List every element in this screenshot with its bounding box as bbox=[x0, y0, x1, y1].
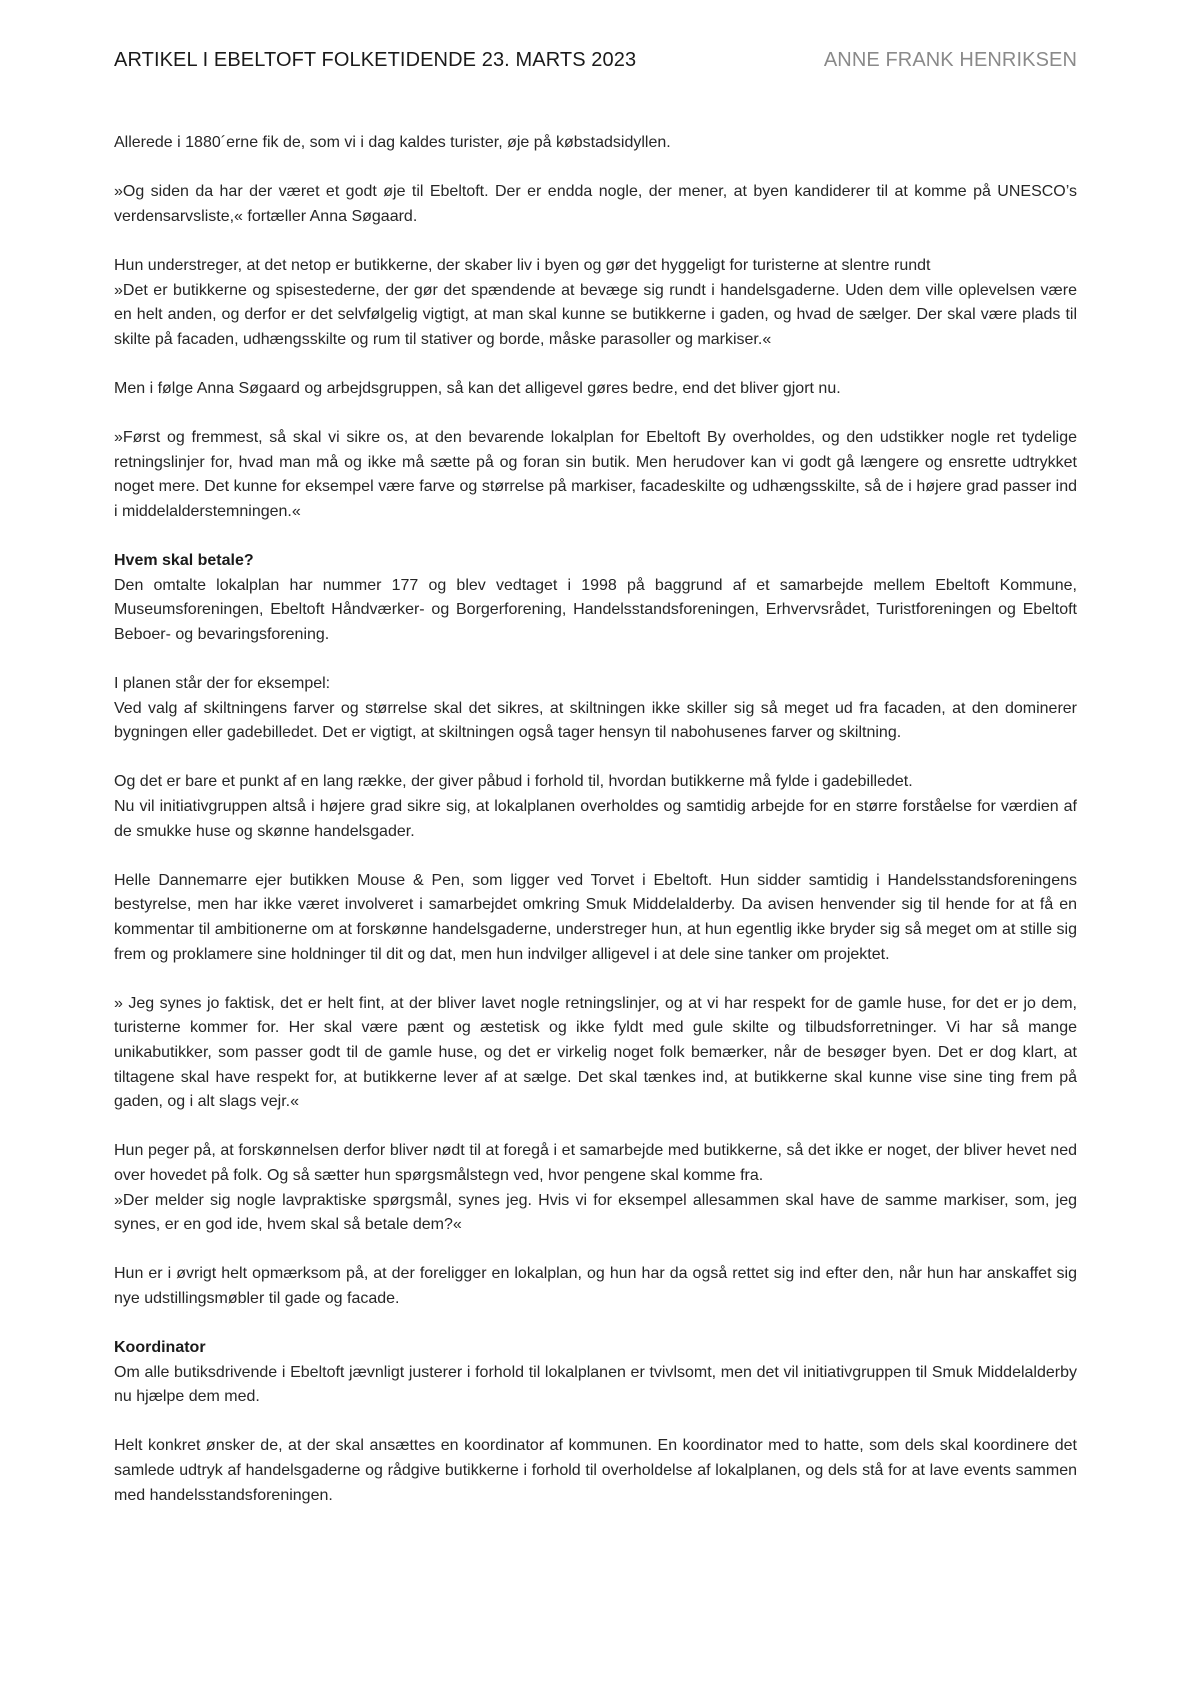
paragraph: Om alle butiksdrivende i Ebeltoft jævnligt justerer i forhold til lokalplanen er tvivlsomt, men det vil initiativgruppen til Smuk Middelalderby nu hjælpe dem med. bbox=[114, 1363, 1077, 1406]
paragraph: Helt konkret ønsker de, at der skal ansættes en koordinator af kommunen. En koordinator med to hatte, som dels skal koordinere det samlede udtryk af handelsgaderne og rådgive butikkerne i forhold til overholdelse af lokalplanen, og dels stå for at lave events sammen med handelsstandsforeningen. bbox=[114, 1437, 1077, 1504]
paragraph: Allerede i 1880´erne fik de, som vi i dag kaldes turister, øje på købstadsidyllen. bbox=[114, 134, 671, 151]
paragraph: »Det er butikkerne og spisestederne, der gør det spændende at bevæge sig rundt i handelsgaderne. Uden dem ville oplevelsen være en helt anden, og derfor er det selvfølgelig vigtigt, at man skal kunne se butikkerne i gaden, og hvad de sælger. Der skal være plads til skilte på facaden, udhængsskilte og rum til stativer og borde, måske parasoller og markiser.« bbox=[114, 281, 1077, 348]
page-header bbox=[114, 49, 1077, 72]
paragraph: Den omtalte lokalplan har nummer 177 og blev vedtaget i 1998 på baggrund af et samarbejde mellem Ebeltoft Kommune, Museumsforeningen, Ebeltoft Håndværker- og Borgerforening, Handelsstandsforeningen, Erhvervsrådet, Turistforeningen og Ebeltoft Beboer- og bevaringsforening. bbox=[114, 576, 1077, 643]
paragraph: I planen står der for eksempel: bbox=[114, 675, 331, 693]
paragraph: »Der melder sig nogle lavpraktiske spørgsmål, synes jeg. Hvis vi for eksempel allesammen skal have de samme markiser, som, jeg synes, er en god ide, hvem skal så betale dem?« bbox=[114, 1191, 1077, 1234]
article-body bbox=[114, 131, 1077, 1533]
paragraph: Men i følge Anna Søgaard og arbejdsgruppen, så kan det alligevel gøres bedre, end det bliver gjort nu. bbox=[114, 379, 841, 397]
header-author: ANNE FRANK HENRIKSEN bbox=[823, 49, 1077, 71]
section-heading: Koordinator bbox=[114, 1339, 206, 1357]
paragraph: Nu vil initiativgruppen altså i højere grad sikre sig, at lokalplanen overholdes og samtidig arbejde for en større forståelse for værdien af de smukke huse og skønne handelsgader. bbox=[114, 798, 1077, 840]
header-title: ARTIKEL I EBELTOFT FOLKETIDENDE 23. MARTS 2023 bbox=[114, 49, 637, 71]
paragraph: Hun er i øvrigt helt opmærksom på, at der foreligger en lokalplan, og hun har da også rettet sig ind efter den, når hun har anskaffet sig nye udstillingsmøbler til gade og facade. bbox=[114, 1265, 1077, 1307]
paragraph: Og det er bare et punkt af en lang række, der giver påbud i forhold til, hvordan butikkerne må fylde i gadebilledet. bbox=[114, 773, 913, 791]
paragraph: »Først og fremmest, så skal vi sikre os, at den bevarende lokalplan for Ebeltoft By overholdes, og den udstikker nogle ret tydelige retningslinjer for, hvad man må og ikke må sætte på og foran sin butik. Men herudover kan vi godt gå længere og ensrette udtrykket noget mere. Det kunne for eksempel være farve og størrelse på markiser, facadeskilte og udhængsskilte, så de i højere grad passer ind i middelalderstemningen.« bbox=[114, 429, 1077, 520]
section-heading: Hvem skal betale? bbox=[114, 552, 254, 570]
paragraph: Helle Dannemarre ejer butikken Mouse & Pen, som ligger ved Torvet i Ebeltoft. Hun sidder samtidig i Handelsstandsforeningens bestyrelse, men har ikke været involveret i samarbejdet omkring Smuk Middelalderby. Da avisen henvender sig til hende for at få en kommentar til ambitionerne om at forskønne handelsgaderne, understreger hun, at hun egentlig ikke bryder sig så meget om at stille sig frem og proklamere sine holdninger til dit og dat, men hun indvilger alligevel i at dele sine tanker om projektet. bbox=[114, 871, 1077, 963]
paragraph: Hun peger på, at forskønnelsen derfor bliver nødt til at foregå i et samarbejde med butikkerne, så det ikke er noget, der bliver hevet ned over hovedet på folk. Og så sætter hun spørgsmålstegn ved, hvor pengene skal komme fra. bbox=[114, 1142, 1077, 1184]
paragraph: »Og siden da har der været et godt øje til Ebeltoft. Der er endda nogle, der mener, at byen kandiderer til at komme på UNESCO’s verdensarvsliste,« fortæller Anna Søgaard. bbox=[114, 183, 1077, 225]
paragraph: » Jeg synes jo faktisk, det er helt fint, at der bliver lavet nogle retningslinjer, og at vi har respekt for de gamle huse, for det er jo dem, turisterne kommer for. Her skal være pænt og æstetisk og ikke fyldt med gule skilte og tilbudsforretninger. Vi har så mange unikabutikker, som passer godt til de gamle huse, og det er virkelig noget folk bemærker, når de besøger byen. Det er dog klart, at tiltagene skal have respekt for, at butikkerne lever af at sælge. Det skal tænkes ind, at butikkerne skal kunne vise sine ting frem på gaden, og i alt slags vejr.« bbox=[114, 994, 1077, 1111]
paragraph: Ved valg af skiltningens farver og størrelse skal det sikres, at skiltningen ikke skiller sig så meget ud fra facaden, at den dominerer bygningen eller gadebilledet. Det er vigtigt, at skiltningen også tager hensyn til nabohusenes farver og skiltning. bbox=[114, 699, 1077, 742]
paragraph: Hun understreger, at det netop er butikkerne, der skaber liv i byen og gør det hyggeligt for turisterne at slentre rundt bbox=[114, 256, 931, 274]
